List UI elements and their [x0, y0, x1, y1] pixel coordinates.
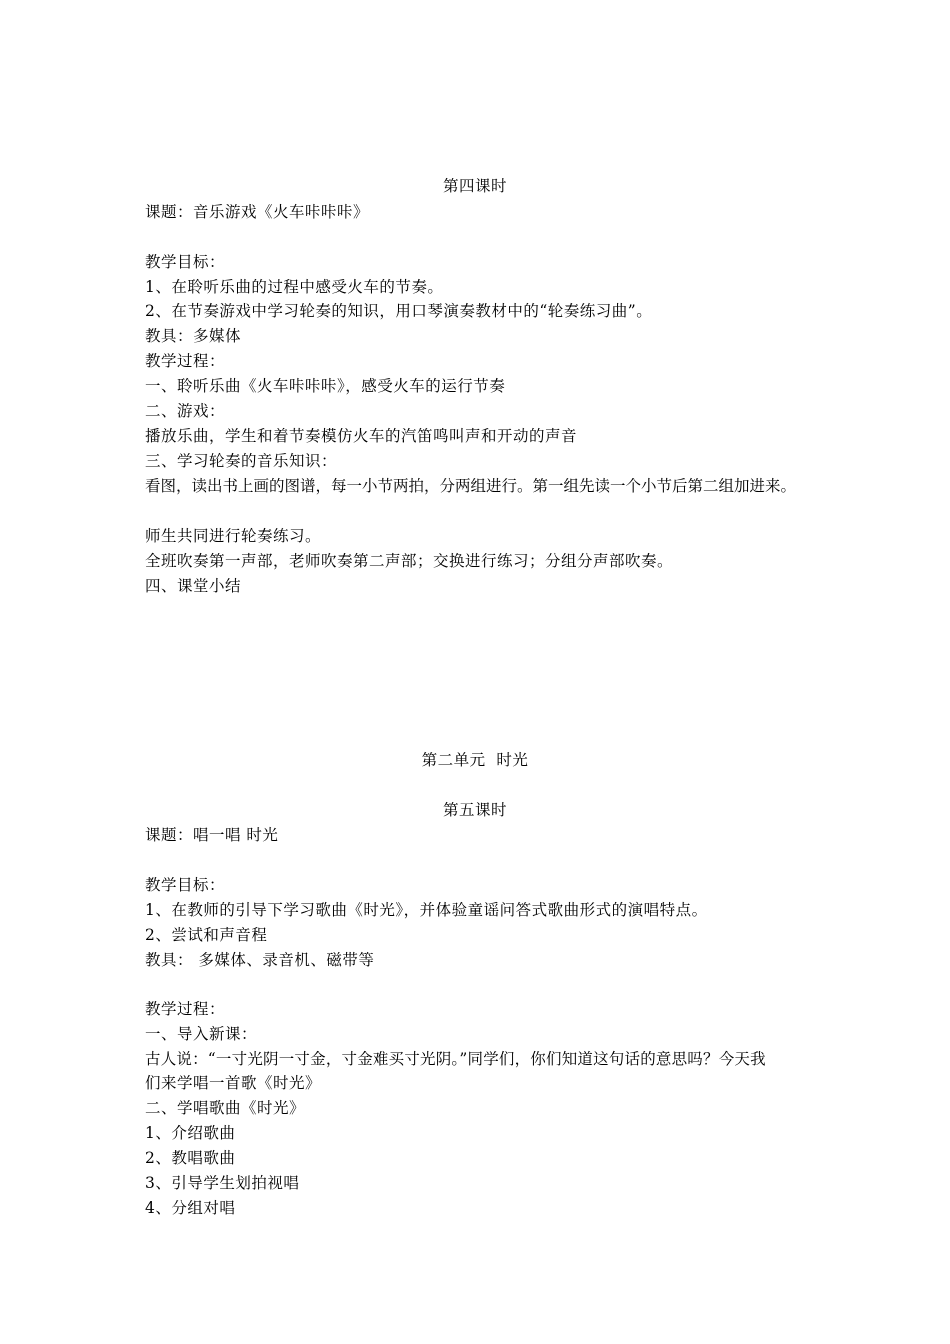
teaching-tools: 教具： 多媒体、录音机、磁带等: [145, 951, 375, 969]
unit-title: 第二单元 时光: [421, 751, 529, 769]
lesson-heading: 第五课时: [442, 801, 507, 819]
process-step: 一、聆听乐曲《火车咔咔咔》，感受火车的运行节奏: [145, 377, 506, 395]
teaching-tools: 教具：多媒体: [145, 327, 242, 345]
process-title: 教学过程：: [145, 352, 226, 370]
intro-text: 古人说：“一寸光阴一寸金，寸金难买寸光阴。”同学们，你们知道这句话的意思吗？今天我: [145, 1050, 766, 1068]
goal-item: 1、在教师的引导下学习歌曲《时光》，并体验童谣问答式歌曲形式的演唱特点。: [145, 901, 708, 919]
intro-text: 们来学唱一首歌《时光》: [145, 1074, 322, 1092]
goals-title: 教学目标：: [145, 253, 226, 271]
practice-line: 全班吹奏第一声部，老师吹奏第二声部；交换进行练习；分组分声部吹奏。: [145, 552, 674, 570]
goal-item: 2、在节奏游戏中学习轮奏的知识，用口琴演奏教材中的“轮奏练习曲”。: [145, 302, 653, 320]
process-step: 一、导入新课：: [145, 1025, 258, 1043]
process-detail: 看图，读出书上画的图谱，每一小节两拍，分两组进行。第一组先读一个小节后第二组加进来。: [145, 477, 797, 495]
process-step: 二、学唱歌曲《时光》: [145, 1099, 306, 1117]
sub-step: 2、教唱歌曲: [145, 1149, 236, 1167]
sub-step: 1、介绍歌曲: [145, 1124, 236, 1142]
sub-step: 4、分组对唱: [145, 1199, 236, 1217]
process-step: 二、游戏：: [145, 402, 226, 420]
process-step: 四、课堂小结: [145, 577, 242, 595]
lesson-topic: 课题：唱一唱 时光: [145, 826, 279, 844]
process-detail: 播放乐曲，学生和着节奏模仿火车的汽笛鸣叫声和开动的声音: [145, 427, 578, 445]
process-title: 教学过程：: [145, 1000, 226, 1018]
process-step: 三、学习轮奏的音乐知识：: [145, 452, 338, 470]
goals-title: 教学目标：: [145, 876, 226, 894]
practice-line: 师生共同进行轮奏练习。: [145, 527, 322, 545]
goal-item: 1、在聆听乐曲的过程中感受火车的节奏。: [145, 278, 444, 296]
lesson-topic: 课题：音乐游戏《火车咔咔咔》: [145, 203, 370, 221]
goal-item: 2、尝试和声音程: [145, 926, 268, 944]
sub-step: 3、引导学生划拍视唱: [145, 1174, 300, 1192]
lesson-heading: 第四课时: [442, 177, 507, 195]
